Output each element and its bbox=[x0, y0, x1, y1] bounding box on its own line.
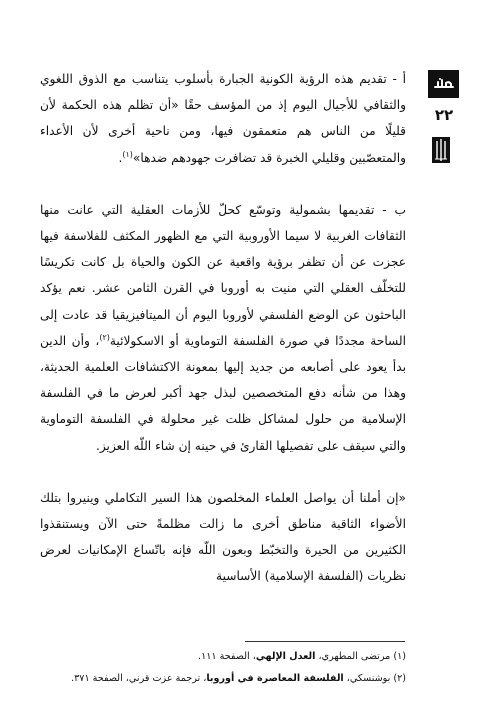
footnote-author: بوشنسكي، bbox=[343, 673, 391, 684]
footnote-title: الفلسفة المعاصرة في أوروبا bbox=[206, 673, 344, 684]
paragraph-b bbox=[40, 197, 406, 459]
footnote-ref-2[interactable]: (٢) bbox=[99, 332, 110, 342]
footnote-2 bbox=[40, 668, 406, 690]
footnote-1 bbox=[40, 646, 406, 668]
footnote-detail: ، الصفحة ١١١. bbox=[198, 651, 256, 662]
chapter-tab bbox=[428, 70, 459, 98]
page-number: ٢٢ bbox=[434, 106, 454, 124]
paragraph-a-end: . bbox=[118, 150, 123, 165]
footnote-marker: (١) bbox=[393, 651, 406, 662]
footnotes bbox=[40, 646, 406, 690]
footnote-author: مرتضى المطهري، bbox=[315, 651, 391, 662]
footnote-ref-1[interactable]: (١) bbox=[122, 149, 133, 159]
footnote-detail: ، ترجمة عزت قرني، الصفحة ٣٧١. bbox=[71, 673, 207, 684]
paragraph-quote: «إن أملنا أن يواصل العلماء المخلصون هذا السير التكاملي وينيروا بتلك الأضواء الثاقبة مناطق أخرى ما زالت مظلمةً حتى الآن ويستنقذوا الكثيرين من الحيرة والتخبّط وبعون اللّه فإنه باتّساع الإمكانيات لعرض نظريات (الفلسفة الإسلامية) الأساسية bbox=[40, 490, 406, 584]
paragraph-b-text-end: ، وأن الدين بدأ يعود على أصابعه من جديد إليها بمعونة الاكتشافات العلمية الحديثة، وهذا من شأنه دفع المتخصصين لبذل جهد أكبر لعرض ما في الفلسفة الإسلامية من حلول لمشاكل ظلت غير محلولة في الفلسفة التوماوية والتي سيقف على تفصيلها القارئ في حينه إن شاء اللّه العزيز. bbox=[40, 333, 406, 453]
footnote-title: العدل الإلهي bbox=[255, 651, 316, 662]
footnote-divider bbox=[245, 641, 405, 642]
main-text bbox=[40, 66, 406, 590]
chapter-tab-icon bbox=[433, 77, 455, 91]
paragraph-a-text: أ - تقديم هذه الرؤية الكونية الجبارة بأسلوب يتناسب مع الذوق اللغوي والثقافي للأجيال اليوم إذ من المؤسف حقًا «أن تظلم هذه الحكمة لأن قليلًا من الناس هم متعمقون فيها، ومن ناحية أخرى لأن الأعداء والمتعصّبين وقليلي الخبرة قد تضافرت جهودهم ضدها» bbox=[40, 72, 406, 165]
paragraph-b-text-start: ب - تقديمها بشمولية وتوسّع كحلّ للأزمات العقلية التي عانت منها الثقافات الغربية لا سيما الأوروبية التي مع الظهور المكثف للفلاسفة فيها عجزت عن أن تظفر برؤية واقعية عن الكون والحياة بل كانت تكريسًا للتخلّف العقلي التي منيت به أوروبا في القرن الثامن عشر. نعم يؤكد الباحثون عن الوضع الفلسفي لأوروبا اليوم أن الميتافيزيقيا قد عادت إلى الساحة مجددًا في صورة الفلسفة التوماوية أو الاسكولائية bbox=[40, 202, 407, 348]
paragraph-a bbox=[40, 66, 406, 171]
footnote-marker: (٢) bbox=[393, 673, 406, 684]
pillar-icon bbox=[432, 137, 450, 163]
